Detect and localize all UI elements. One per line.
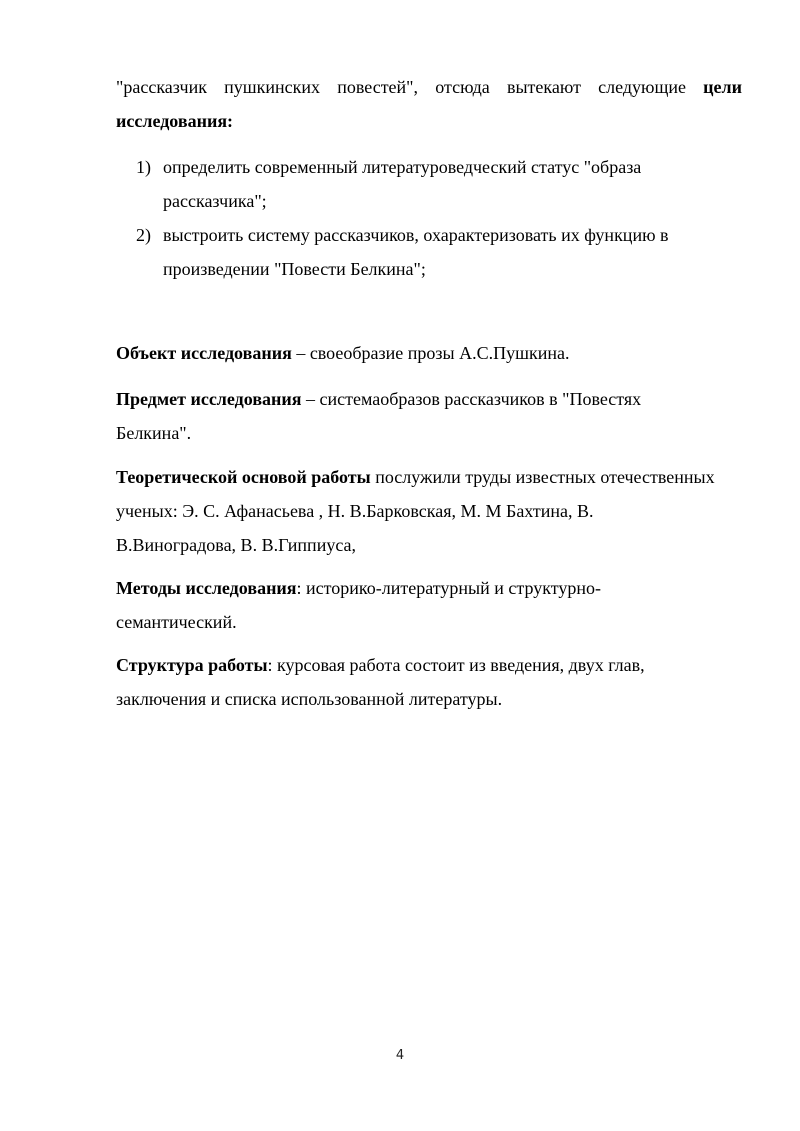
theory-text-1: послужили труды известных отечественных — [370, 467, 715, 487]
theory-text-2: ученых: Э. С. Афанасьева , Н. В.Барковская, М. М Бахтина, В. — [116, 501, 594, 521]
list-item-line: рассказчика"; — [163, 191, 267, 211]
intro-bold-research: исследования: — [116, 111, 234, 131]
list-item-line: определить современный литературоведческий статус "образа — [163, 157, 642, 177]
list-item-line: произведении "Повести Белкина"; — [163, 259, 426, 279]
methods-text-1: : историко-литературный и структурно- — [296, 578, 601, 598]
list-item-number: 1) — [136, 157, 151, 177]
structure-paragraph — [116, 648, 742, 716]
theory-label: Теоретической основой работы — [116, 467, 371, 487]
structure-label: Структура работы — [116, 655, 268, 675]
structure-text-2: заключения и списка использованной литературы. — [116, 689, 503, 709]
intro-bold-goals: цели — [703, 77, 742, 97]
page-number: 4 — [395, 1048, 405, 1063]
intro-text: "рассказчик пушкинских повестей", отсюда вытекают следующие — [116, 77, 704, 97]
subject-text-2: Белкина". — [116, 423, 192, 443]
object-paragraph — [116, 336, 742, 370]
methods-paragraph — [116, 571, 742, 639]
intro-paragraph — [116, 70, 742, 138]
list-item-number: 2) — [136, 225, 151, 245]
list-item-line: выстроить систему рассказчиков, охарактеризовать их функцию в — [163, 225, 669, 245]
theory-paragraph — [116, 460, 742, 562]
intro-line-2 — [116, 104, 742, 138]
object-label: Объект исследования — [116, 343, 292, 363]
methods-label: Методы исследования — [116, 578, 297, 598]
object-text: – своеобразие прозы А.С.Пушкина. — [291, 343, 570, 363]
subject-text-1: – системаобразов рассказчиков в "Повестях — [301, 389, 642, 409]
subject-paragraph — [116, 382, 742, 450]
goals-list — [136, 150, 736, 286]
subject-label: Предмет исследования — [116, 389, 302, 409]
list-item — [136, 150, 736, 218]
structure-text-1: : курсовая работа состоит из введения, двух глав, — [267, 655, 645, 675]
list-item — [136, 218, 736, 286]
intro-line-1 — [116, 70, 742, 104]
theory-text-3: В.Виноградова, В. В.Гиппиуса, — [116, 535, 357, 555]
methods-text-2: семантический. — [116, 612, 237, 632]
